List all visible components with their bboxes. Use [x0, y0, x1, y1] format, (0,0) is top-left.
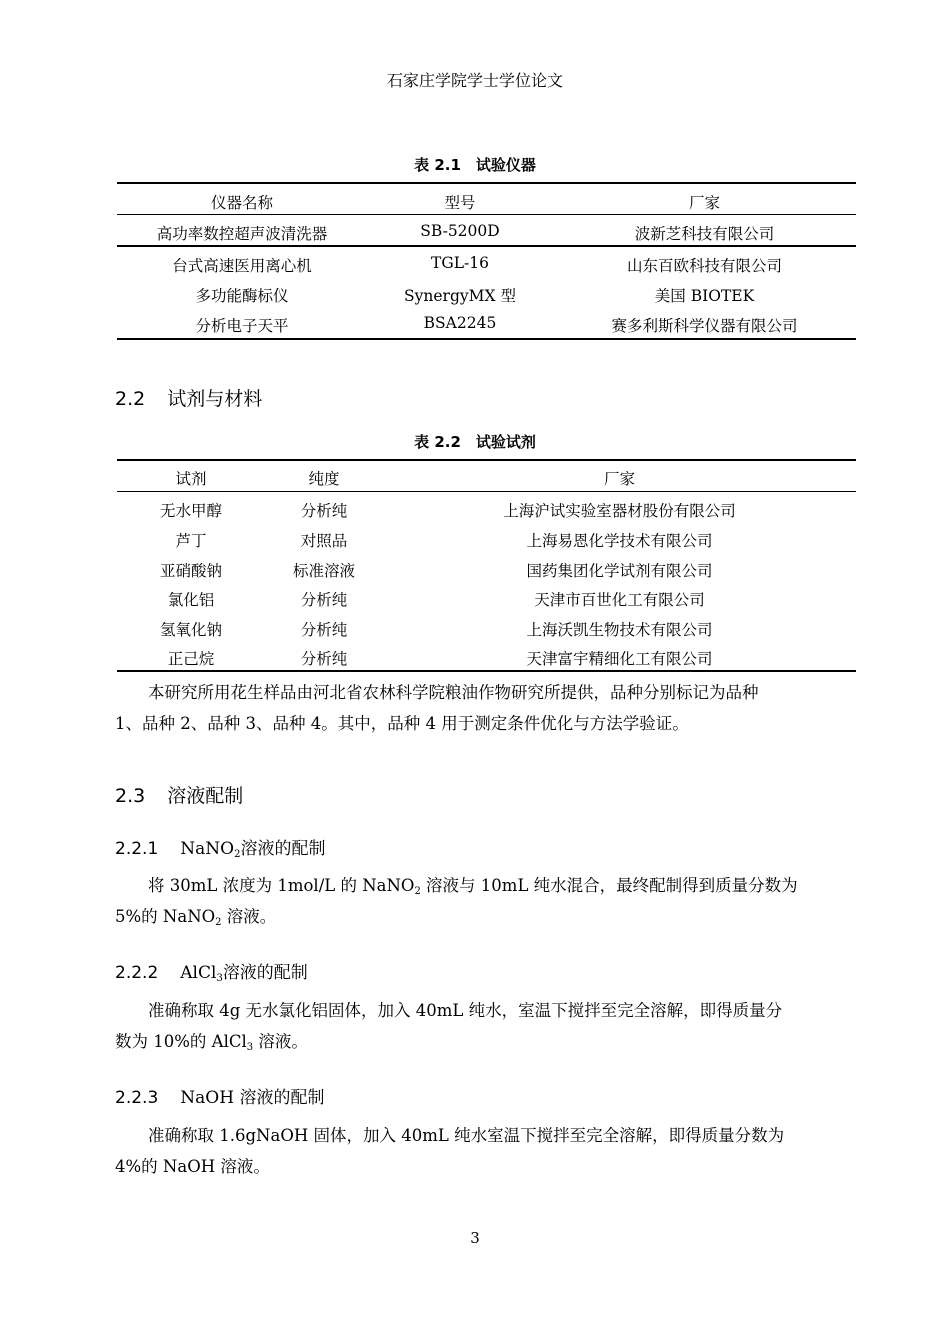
table-cell: TGL-16 — [431, 254, 489, 272]
paragraph-naoh — [115, 1120, 860, 1182]
table-cell: 国药集团化学试剂有限公司 — [526, 562, 713, 580]
table-cell: 无水甲醇 — [159, 502, 222, 520]
table1-mid-rule — [117, 245, 856, 247]
table-cell: BSA2245 — [423, 314, 497, 332]
paragraph-line: 1、品种 2、品种 3、品种 4。其中，品种 4 用于测定条件优化与方法学验证。 — [115, 714, 689, 733]
section-number: 2.3 — [115, 785, 146, 807]
table-cell: 亚硝酸钠 — [159, 562, 222, 580]
subsection-formula: AlCl — [180, 963, 217, 983]
table-cell: SB-5200D — [420, 222, 500, 240]
paragraph-line: 本研究所用花生样品由河北省农林科学院粮油作物研究所提供，品种分别标记为品种 — [148, 683, 759, 702]
subsection-formula: NaOH — [180, 1088, 240, 1108]
paragraph-line — [115, 870, 860, 901]
subscript: 2 — [215, 917, 222, 928]
text-run: 溶液。 — [253, 1032, 308, 1051]
section-title: 试剂与材料 — [167, 388, 263, 410]
subsection-title: 溶液的配制 — [239, 1088, 325, 1108]
table-cell: 台式高速医用离心机 — [172, 257, 312, 275]
table-cell: 多功能酶标仪 — [195, 287, 289, 305]
section-heading — [115, 384, 262, 411]
table2-top-rule — [117, 459, 856, 461]
table2-header-cell: 厂家 — [603, 470, 635, 488]
table-cell: 标准溶液 — [292, 562, 355, 580]
table1-header-cell: 型号 — [444, 194, 476, 212]
subsection-number: 2.2.2 — [115, 963, 159, 983]
paragraph-alcl3 — [115, 995, 860, 1057]
subsection-heading — [115, 958, 308, 983]
subsection-number: 2.2.1 — [115, 839, 159, 859]
paragraph-line: 准确称取 1.6gNaOH 固体，加入 40mL 纯水室温下搅拌至完全溶解，即得质量分数为 — [148, 1126, 785, 1145]
table-cell: 芦丁 — [175, 532, 207, 550]
paragraph-line: 准确称取 4g 无水氯化铝固体，加入 40mL 纯水，室温下搅拌至完全溶解，即得质量分 — [148, 1001, 783, 1020]
table-cell: 上海沃凯生物技术有限公司 — [526, 621, 713, 639]
subscript: 3 — [246, 1042, 254, 1053]
table1-top-rule — [117, 182, 856, 184]
table-cell: 上海沪试实验室器材股份有限公司 — [503, 502, 736, 520]
section-heading — [115, 781, 243, 808]
paragraph-nano2 — [115, 870, 860, 932]
table1-header-cell: 仪器名称 — [210, 194, 273, 212]
paragraph-line — [115, 901, 860, 932]
table-cell: 分析纯 — [300, 502, 348, 520]
table-cell: 上海易恩化学技术有限公司 — [526, 532, 713, 550]
table2-header-cell: 试剂 — [175, 470, 207, 488]
table2-bottom-rule — [117, 670, 856, 672]
table-cell: 美国 BIOTEK — [654, 287, 755, 305]
section-number: 2.2 — [115, 388, 146, 410]
subsection-heading — [115, 1083, 324, 1108]
table-cell: 高功率数控超声波清洗器 — [156, 225, 328, 243]
table1-header-cell: 厂家 — [688, 194, 720, 212]
table-cell: 氯化铝 — [167, 591, 215, 609]
table2-header-cell: 纯度 — [308, 470, 340, 488]
table2-caption: 表 2.2 试验试剂 — [414, 433, 536, 451]
table-cell: 赛多利斯科学仪器有限公司 — [611, 317, 798, 335]
table1-caption: 表 2.1 试验仪器 — [414, 156, 536, 174]
table-cell: 分析纯 — [300, 591, 348, 609]
table-cell: 对照品 — [300, 532, 348, 550]
subsection-title: 溶液的配制 — [222, 963, 308, 983]
page-header: 石家庄学院学士学位论文 — [386, 71, 563, 90]
table-cell: 天津富宇精细化工有限公司 — [526, 650, 713, 668]
table-cell: 天津市百世化工有限公司 — [534, 591, 705, 609]
table-cell: 分析电子天平 — [195, 317, 289, 335]
table-cell: SynergyMX 型 — [404, 287, 516, 305]
paragraph-materials — [115, 677, 860, 739]
table-cell: 分析纯 — [300, 621, 348, 639]
table-cell: 氢氧化钠 — [159, 621, 222, 639]
table-cell: 山东百欧科技有限公司 — [626, 257, 782, 275]
paragraph-line — [115, 1026, 860, 1057]
text-run: 5%的 NaNO — [115, 907, 216, 926]
section-title: 溶液配制 — [167, 785, 244, 807]
text-run: 数为 10%的 AlCl — [115, 1032, 247, 1051]
table-cell: 正己烷 — [167, 650, 215, 668]
subscript: 3 — [216, 973, 223, 984]
table-cell: 分析纯 — [300, 650, 348, 668]
subsection-number: 2.2.3 — [115, 1088, 159, 1108]
subscript: 2 — [234, 849, 241, 860]
table1-bottom-rule — [117, 338, 856, 340]
subscript: 2 — [414, 886, 421, 897]
subsection-title: 溶液的配制 — [240, 839, 326, 859]
text-run: 溶液。 — [221, 907, 277, 926]
table2-header-rule — [117, 491, 856, 492]
table1-header-rule — [117, 214, 856, 215]
paragraph-line: 4%的 NaOH 溶液。 — [115, 1157, 270, 1176]
table-cell: 波新芝科技有限公司 — [634, 225, 775, 243]
page-number: 3 — [470, 1229, 480, 1247]
text-run: 将 30mL 浓度为 1mol/L 的 NaNO — [148, 876, 415, 895]
subsection-heading — [115, 834, 325, 859]
text-run: 溶液与 10mL 纯水混合，最终配制得到质量分数为 — [420, 876, 798, 895]
subsection-formula: NaNO — [180, 839, 235, 859]
